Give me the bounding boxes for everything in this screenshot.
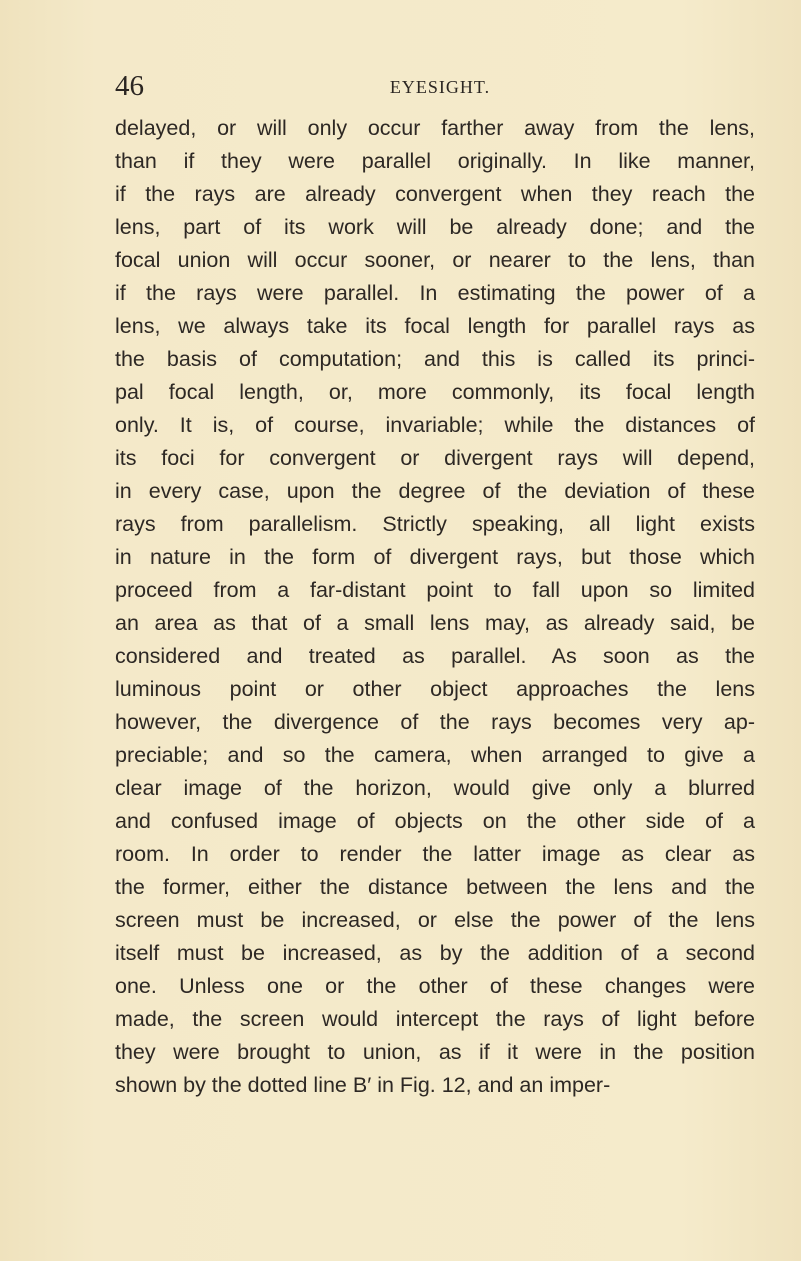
text-line: if the rays were parallel. In estimating the power of a [115, 281, 755, 305]
text-line: focal union will occur sooner, or nearer to the lens, than [115, 248, 755, 272]
text-line: however, the divergence of the rays becomes very ap- [115, 710, 755, 734]
text-line: they were brought to union, as if it were in the position [115, 1040, 755, 1064]
body-text [115, 112, 755, 1102]
text-line: made, the screen would intercept the rays of light before [115, 1007, 755, 1031]
text-line: its foci for convergent or divergent rays will depend, [115, 446, 755, 470]
text-line: and confused image of objects on the other side of a [115, 809, 755, 833]
text-line: considered and treated as parallel. As soon as the [115, 644, 755, 668]
text-line: in nature in the form of divergent rays, but those which [115, 545, 755, 569]
text-line: clear image of the horizon, would give only a blurred [115, 776, 755, 800]
running-head: EYESIGHT. [389, 77, 491, 97]
text-line: than if they were parallel originally. In like manner, [115, 149, 755, 173]
text-line: if the rays are already convergent when they reach the [115, 182, 755, 206]
text-line: one. Unless one or the other of these changes were [115, 974, 755, 998]
text-line: lens, part of its work will be already done; and the [115, 215, 755, 239]
text-line: the former, either the distance between the lens and the [115, 875, 755, 899]
page-header [115, 68, 755, 104]
text-line: rays from parallelism. Strictly speaking, all light exists [115, 512, 755, 536]
text-line: shown by the dotted line B′ in Fig. 12, and an imper- [115, 1073, 611, 1097]
text-line: in every case, upon the degree of the deviation of these [115, 479, 755, 503]
text-line: delayed, or will only occur farther away from the lens, [115, 116, 755, 140]
text-line: luminous point or other object approaches the lens [115, 677, 755, 701]
text-line: preciable; and so the camera, when arranged to give a [115, 743, 755, 767]
text-line: an area as that of a small lens may, as already said, be [115, 611, 755, 635]
text-line: itself must be increased, as by the addition of a second [115, 941, 755, 965]
text-line: room. In order to render the latter image as clear as [115, 842, 755, 866]
text-line: the basis of computation; and this is called its princi- [115, 347, 755, 371]
text-line: only. It is, of course, invariable; while the distances of [115, 413, 755, 437]
text-line: proceed from a far-distant point to fall upon so limited [115, 578, 755, 602]
text-line: pal focal length, or, more commonly, its focal length [115, 380, 755, 404]
text-line: lens, we always take its focal length for parallel rays as [115, 314, 755, 338]
text-line: screen must be increased, or else the power of the lens [115, 908, 755, 932]
page-number: 46 [115, 70, 144, 102]
